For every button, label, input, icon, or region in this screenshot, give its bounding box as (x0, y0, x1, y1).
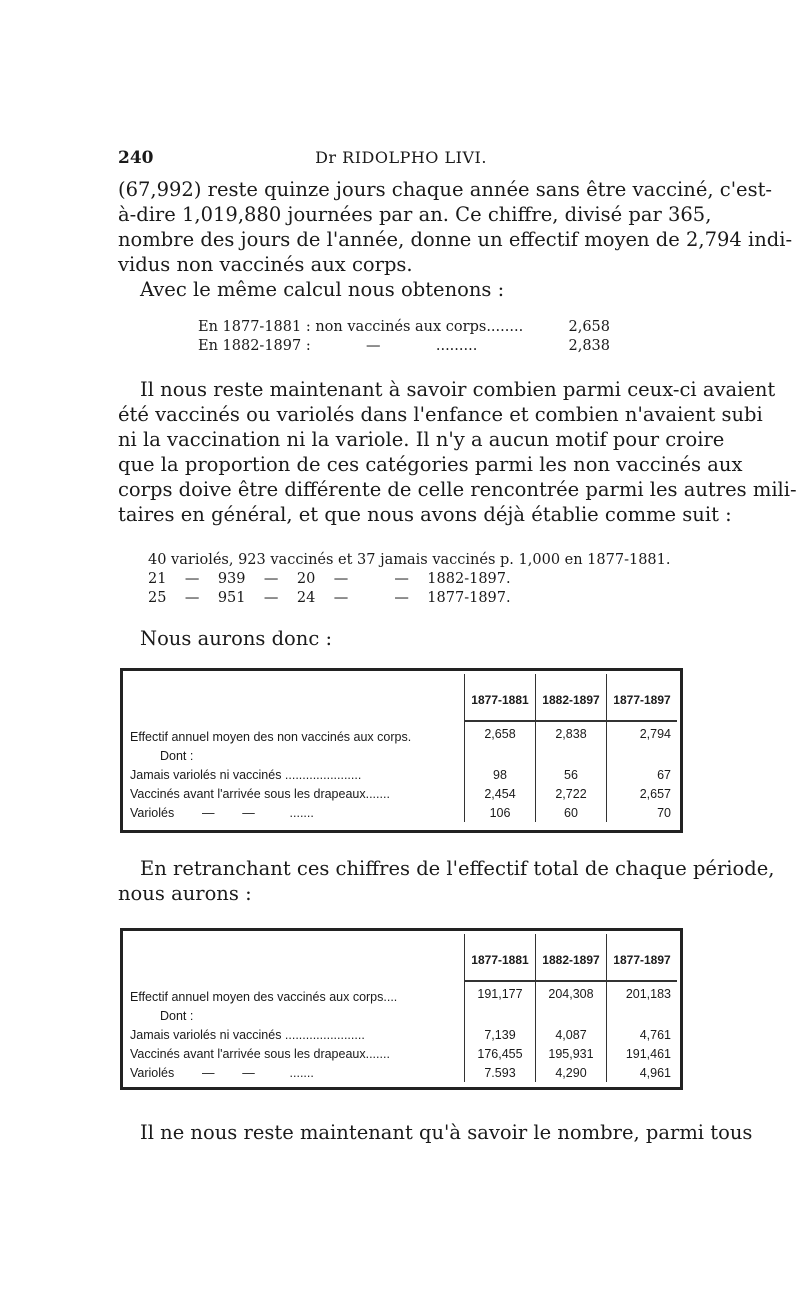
column-header: 1877-1881 (465, 674, 536, 721)
table-header-row (126, 674, 677, 721)
page-header (118, 148, 684, 172)
table-row (126, 1025, 677, 1044)
calc-value: 2,658 (568, 319, 610, 335)
cell (607, 746, 678, 765)
table-row (126, 1044, 677, 1063)
row-label: Vaccinés avant l'arrivée sous les drapeaux....... (130, 1046, 390, 1061)
page-number: 240 (118, 148, 154, 168)
cell (536, 746, 607, 765)
cell: 191,177 (465, 981, 536, 1006)
row-label: Effectif annuel moyen des non vaccinés aux corps. (130, 729, 412, 744)
table-1 (126, 674, 677, 822)
cell: 60 (536, 803, 607, 822)
cell: 7,139 (465, 1025, 536, 1044)
text-line: taires en général, et que nous avons déjà établie comme suit : (118, 503, 732, 526)
row-label: Vaccinés avant l'arrivée sous les drapeaux....... (130, 786, 390, 801)
cell (536, 1006, 607, 1025)
table-2 (126, 934, 677, 1082)
paragraph-5 (118, 856, 775, 906)
row-label: Dont : (160, 748, 194, 763)
column-header: 1877-1881 (465, 934, 536, 981)
text-line: nous aurons : (118, 882, 252, 905)
cell: 2,658 (465, 721, 536, 746)
cell: 106 (465, 803, 536, 822)
header-empty (126, 934, 465, 981)
calc-row (198, 337, 610, 356)
cell (607, 1006, 678, 1025)
row-label: Variolés — — ....... (130, 1065, 314, 1080)
text-line: Il nous reste maintenant à savoir combien parmi ceux-ci avaient (140, 378, 776, 401)
cell: 195,931 (536, 1044, 607, 1063)
column-header: 1877-1897 (607, 674, 678, 721)
text-line: vidus non vaccinés aux corps. (118, 253, 413, 276)
cell (465, 746, 536, 765)
paragraph-4 (118, 626, 684, 651)
cell: 2,657 (607, 784, 678, 803)
text-line: corps doive être différente de celle rencontrée parmi les autres mili- (118, 478, 797, 501)
cell: 4,961 (607, 1063, 678, 1082)
row-label: Variolés — — ....... (130, 805, 314, 820)
text-line: Il ne nous reste maintenant qu'à savoir le nombre, parmi tous (140, 1121, 753, 1144)
table-row (126, 784, 677, 803)
row-label: Effectif annuel moyen des vaccinés aux corps.... (130, 989, 398, 1004)
text-line: ni la vaccination ni la variole. Il n'y a aucun motif pour croire (118, 428, 725, 451)
cell: 204,308 (536, 981, 607, 1006)
calc-list (198, 318, 610, 356)
table-row (126, 765, 677, 784)
row-label: Jamais variolés ni vaccinés ....................... (130, 1027, 365, 1042)
proportion-line: 21 — 939 — 20 — — 1882-1897. (148, 571, 511, 587)
proportion-line: 25 — 951 — 24 — — 1877-1897. (148, 590, 511, 606)
cell: 2,722 (536, 784, 607, 803)
text-line: été vaccinés ou variolés dans l'enfance et combien n'avaient subi (118, 403, 763, 426)
cell: 98 (465, 765, 536, 784)
cell: 2,794 (607, 721, 678, 746)
paragraph-2 (118, 277, 684, 302)
table-row (126, 1063, 677, 1082)
cell (465, 1006, 536, 1025)
column-header: 1882-1897 (536, 674, 607, 721)
text-line: Avec le même calcul nous obtenons : (140, 278, 505, 301)
text-line: En retranchant ces chiffres de l'effectif total de chaque période, (140, 857, 775, 880)
table-row (126, 746, 677, 765)
cell: 4,290 (536, 1063, 607, 1082)
cell: 4,087 (536, 1025, 607, 1044)
column-header: 1882-1897 (536, 934, 607, 981)
running-title: Dr RIDOLPHO LIVI. (315, 148, 487, 167)
column-header: 1877-1897 (607, 934, 678, 981)
header-empty (126, 674, 465, 721)
paragraph-6 (118, 1120, 753, 1145)
calc-value: 2,838 (568, 338, 610, 354)
calc-label: En 1882-1897 : — ......... (198, 338, 478, 354)
proportions-list (148, 551, 671, 608)
cell: 191,461 (607, 1044, 678, 1063)
table-header-row (126, 934, 677, 981)
cell: 56 (536, 765, 607, 784)
cell: 201,183 (607, 981, 678, 1006)
table-row (126, 803, 677, 822)
calc-label: En 1877-1881 : non vaccinés aux corps........ (198, 319, 524, 335)
table-row (126, 1006, 677, 1025)
cell: 7.593 (465, 1063, 536, 1082)
text-line: nombre des jours de l'année, donne un effectif moyen de 2,794 indi- (118, 228, 793, 251)
cell: 2,838 (536, 721, 607, 746)
cell: 4,761 (607, 1025, 678, 1044)
cell: 67 (607, 765, 678, 784)
cell: 2,454 (465, 784, 536, 803)
text-line: Nous aurons donc : (140, 627, 333, 650)
table-row (126, 721, 677, 746)
cell: 176,455 (465, 1044, 536, 1063)
proportion-line: 40 variolés, 923 vaccinés et 37 jamais vaccinés p. 1,000 en 1877-1881. (148, 552, 671, 568)
text-line: (67,992) reste quinze jours chaque année sans être vacciné, c'est- (118, 178, 773, 201)
table-row (126, 981, 677, 1006)
row-label: Jamais variolés ni vaccinés ...................... (130, 767, 362, 782)
calc-row (198, 318, 610, 337)
row-label: Dont : (160, 1008, 194, 1023)
text-line: à-dire 1,019,880 journées par an. Ce chiffre, divisé par 365, (118, 203, 712, 226)
paragraph-3 (118, 377, 797, 527)
text-line: que la proportion de ces catégories parmi les non vaccinés aux (118, 453, 743, 476)
cell: 70 (607, 803, 678, 822)
paragraph-1 (118, 177, 793, 277)
